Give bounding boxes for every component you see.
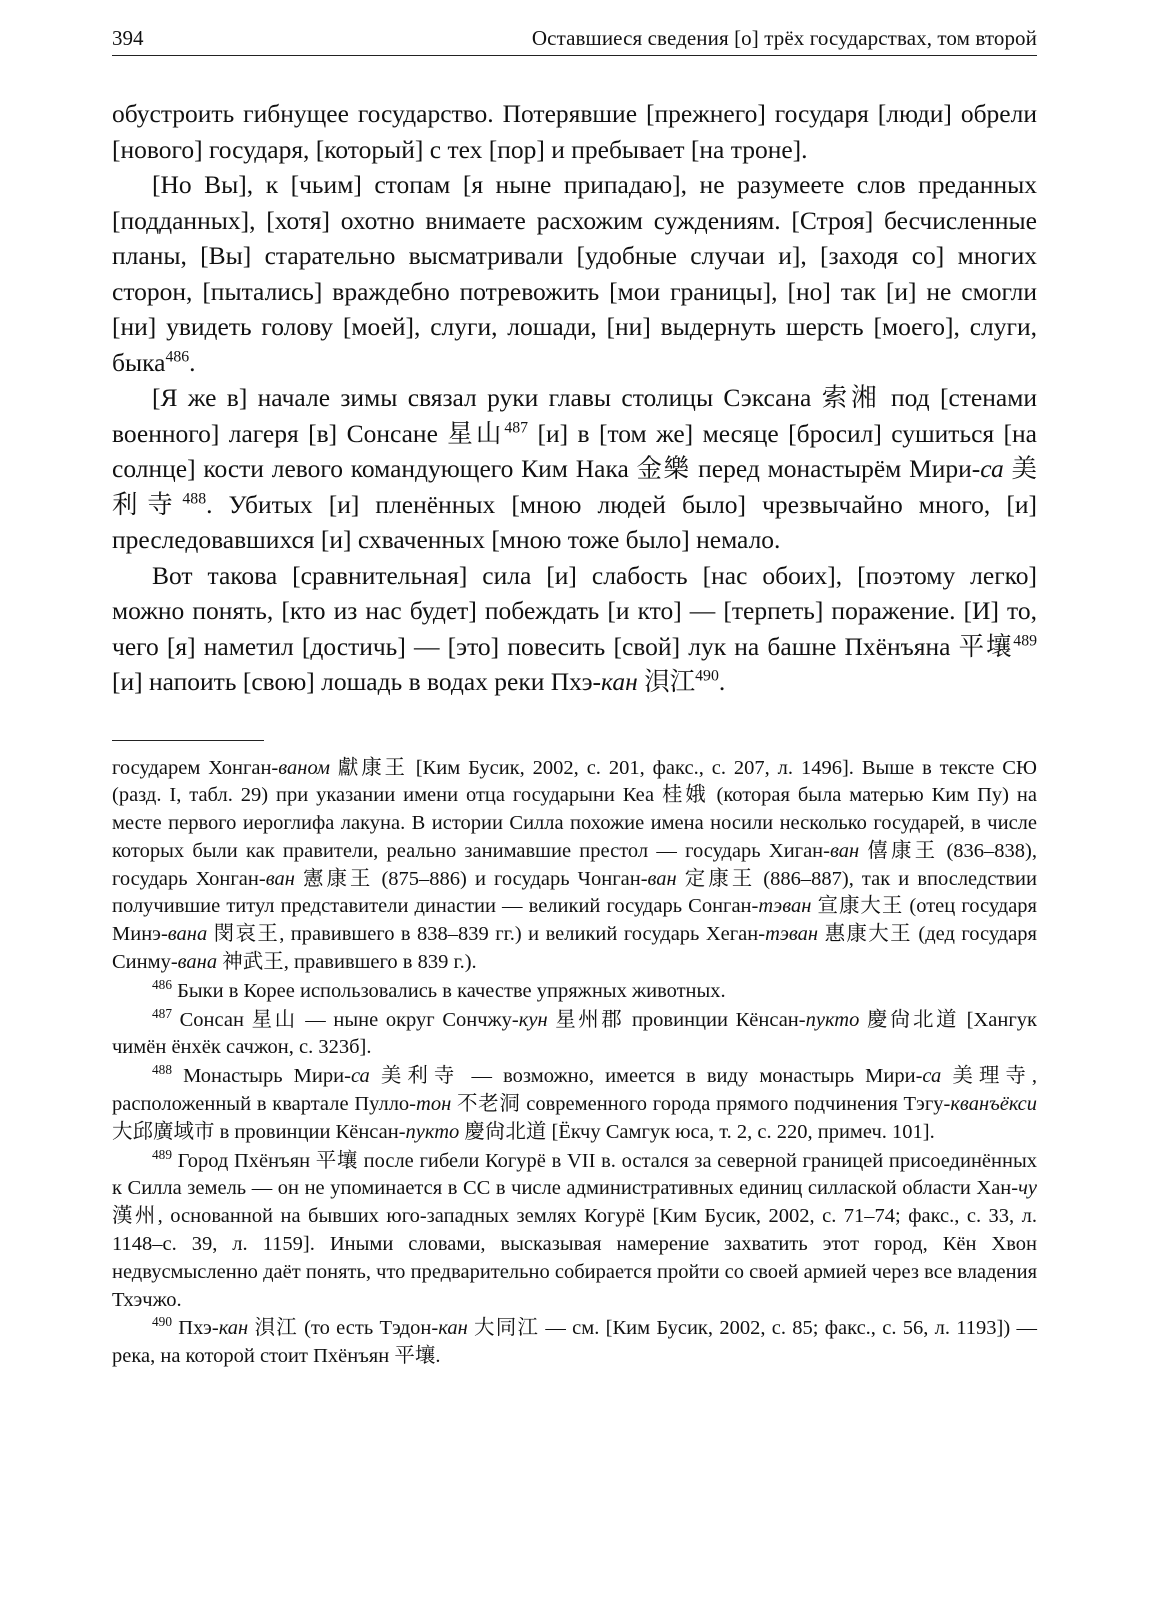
footnote-text: 閔哀王, правившего в 838–839 гг.) и великий государь Хеган- — [207, 923, 766, 946]
footnote-text: 星州郡 провинции Кёнсан- — [547, 1008, 806, 1031]
footnote-continuation — [112, 755, 1037, 977]
footnotes — [112, 755, 1037, 1372]
footnote-text: 憲康王 (875–886) и государь Чонган- — [294, 867, 648, 890]
footnote-text: 漢州, основанной на бывших юго-западных землях Когурё [Ким Бусик, 2002, с. 71–74; факс., с. 33, л. 1148–с. 39, л. 1159]. Иными словами, высказывая намерение захватить этот город, Кён Хвон недвусмысленно даёт понять, что предварительно собирается пройти со своей армией через все владения Тхэчжо. — [112, 1205, 1037, 1311]
footnote-text: Быки в Корее использовались в качестве упряжных животных. — [171, 979, 726, 1002]
footnote-italic: пукто — [805, 1008, 860, 1031]
footnote-487 — [112, 1007, 1037, 1063]
paragraph-3-text-b: [и] в [том же] месяце [бросил] сушиться [на солнце] кости левого командующего Ким Нака 金樂 перед монастырём Мири- — [112, 418, 1037, 483]
footnote-text: 僖康王 (836–838), государь Хонган- — [112, 839, 1037, 890]
footnote-italic: кан — [218, 1317, 249, 1340]
footnote-italic: са — [350, 1065, 370, 1088]
paragraph-2 — [112, 167, 1037, 380]
paragraph-4-italic: кан — [601, 667, 638, 696]
paragraph-1-text: обустроить гибнущее государство. Потерявшие [прежнего] государя [люди] обрели [нового] государя, [который] с тех [пор] и пребывает [на троне]. — [112, 99, 1037, 164]
paragraph-3-text-d: . Убитых [и] пленённых [мною людей было] чрезвычайно много, [и] преследовавшихся [и] схваченных [мною тоже было] немало. — [112, 489, 1037, 554]
page-number: 394 — [112, 26, 144, 50]
footnote-ref-486[interactable]: 486 — [165, 348, 190, 365]
footnote-488 — [112, 1063, 1037, 1146]
footnote-text: Пхэ- — [171, 1317, 219, 1340]
footnote-text: 大同江 — см. [Ким Бусик, 2002, с. 85; факс., с. 56, л. 1193]) — река, на которой стоит Пхёнъян 平壤. — [112, 1317, 1037, 1368]
paragraph-4-text-b: [и] напоить [свою] лошадь в водах реки Пхэ- — [112, 667, 602, 696]
footnote-italic: чу — [1018, 1177, 1037, 1200]
footnote-italic: ваном — [278, 756, 330, 779]
paragraph-2-text: [Но Вы], к [чьим] стопам [я ныне припадаю], не разумеете слов преданных [подданных], [хотя] охотно внимаете расхожим суждениям. [Строя] бесчисленные планы, [Вы] старательно высматривали [удобные случаи и], [заходя со] многих сторон, [пытались] враждебно потревожить [мои границы], [но] так [и] не смогли [ни] увидеть голову [моей], слуги, лошади, [ни] выдернуть шерсть [моего], слуги, быка — [112, 170, 1037, 377]
paragraph-2-end: . — [189, 347, 196, 377]
footnote-text: 獻康王 [Ким Бусик, 2002, с. 201, факс., с. 207, л. 1496]. Выше в тексте СЮ (разд. I, табл. 29) при указании имени отца государыни Кеа 桂娥 (которая была матерью Ким Пу) на месте первого иероглифа лакуна. В истории Силла похожие имена носили несколько государей, в числе которых были как правители, реально занимавшие престол — государь Хиган- — [112, 756, 1037, 862]
footnote-text: 慶尙北道 [Ёкчу Самгук юса, т. 2, с. 220, примеч. 101]. — [459, 1120, 935, 1143]
footnote-ref-489[interactable]: 489 — [1013, 632, 1037, 649]
paragraph-4-text-a: Вот такова [сравнительная] сила [и] слабость [нас обоих], [поэтому легко] можно понять, [кто из нас будет] побеждать [и кто] — [терпеть] поражение. [И] то, чего [я] наметил [достичь] — [это] повесить [свой] лук на башне Пхёнъяна 平壤 — [112, 560, 1037, 661]
footnote-italic: са — [922, 1065, 942, 1088]
footnote-italic: тэван — [758, 895, 812, 918]
footnote-italic: вана — [167, 923, 208, 946]
paragraph-3-italic: са — [980, 454, 1004, 483]
paragraph-3-text-a: [Я же в] начале зимы связал руки главы столицы Сэксана 索湘 под [стенами военного] лагеря [в] Сонсане 星山 — [112, 383, 1037, 448]
footnote-text: 宣康大王 (отец государя Минэ- — [112, 895, 1037, 946]
footnote-text: 美利寺 — возможно, имеется в виду монастырь Мири- — [369, 1065, 923, 1088]
paragraph-3-text-c: 美利寺 — [112, 454, 1037, 519]
footnote-italic: тэван — [765, 923, 819, 946]
footnote-italic: пукто — [405, 1120, 460, 1143]
footnote-text: 大邱廣域市 в провинции Кёнсан- — [112, 1120, 406, 1143]
footnote-italic: ван — [647, 867, 677, 890]
footnote-ref-488[interactable]: 488 — [182, 490, 207, 507]
footnote-number: 490 — [152, 1314, 172, 1330]
paragraph-1 — [112, 96, 1037, 167]
footnote-number: 487 — [152, 1005, 172, 1021]
footnote-italic: вана — [177, 951, 218, 974]
paragraph-4-end: . — [718, 667, 726, 696]
footnote-text: 浿江 (то есть Тэдон- — [248, 1317, 439, 1340]
footnote-text: Сонсан 星山 — ныне округ Сончжу- — [171, 1008, 519, 1031]
footnote-italic: кун — [518, 1008, 548, 1031]
paragraph-3 — [112, 380, 1037, 558]
footnote-489 — [112, 1148, 1037, 1315]
footnote-number: 489 — [152, 1146, 172, 1162]
paragraph-4-text-c: 浿江 — [637, 667, 696, 696]
footnote-text: Город Пхёнъян 平壤 после гибели Когурё в VII в. остался за северной границей присоединённых к Силла земель — он не упоминается в СС в числе административных единиц силлаской области Хан- — [112, 1149, 1037, 1200]
footnote-divider — [112, 740, 264, 741]
footnote-text: 美理寺, расположенный в квартале Пулло- — [112, 1065, 1037, 1116]
running-header — [112, 26, 1037, 56]
footnote-italic: кан — [438, 1317, 468, 1340]
footnote-ref-490[interactable]: 490 — [695, 667, 719, 685]
paragraph-4 — [112, 558, 1037, 700]
main-text — [112, 96, 1037, 700]
footnote-italic: кванъёкси — [950, 1093, 1038, 1116]
footnote-490 — [112, 1315, 1037, 1371]
footnote-text: 慶尙北道 [Хангук чимён ёнхёк сачжон, с. 323б]. — [112, 1008, 1037, 1059]
footnote-text: 惠康大王 (дед государя Синму- — [112, 923, 1037, 974]
footnote-italic: ван — [829, 839, 860, 862]
running-title: Оставшиеся сведения [о] трёх государствах, том второй — [531, 26, 1037, 50]
footnote-text: 神武王, правившего в 839 г.). — [217, 951, 477, 974]
footnote-number: 488 — [152, 1062, 172, 1078]
footnote-ref-487[interactable]: 487 — [504, 419, 529, 436]
footnote-number: 486 — [152, 977, 172, 993]
footnote-486 — [112, 978, 1037, 1006]
footnote-text: 不老洞 современного города прямого подчинения Тэгу- — [451, 1093, 951, 1116]
footnote-italic: ван — [265, 867, 295, 890]
footnote-text: государем Хонган- — [112, 756, 279, 779]
footnote-italic: тон — [416, 1093, 452, 1116]
footnote-text: 定康王 (886–887), так и впоследствии получившие титул представители династии — великий государь Сонган- — [112, 867, 1037, 918]
footnote-text: Монастырь Мири- — [171, 1065, 351, 1088]
book-page — [112, 26, 1037, 1371]
